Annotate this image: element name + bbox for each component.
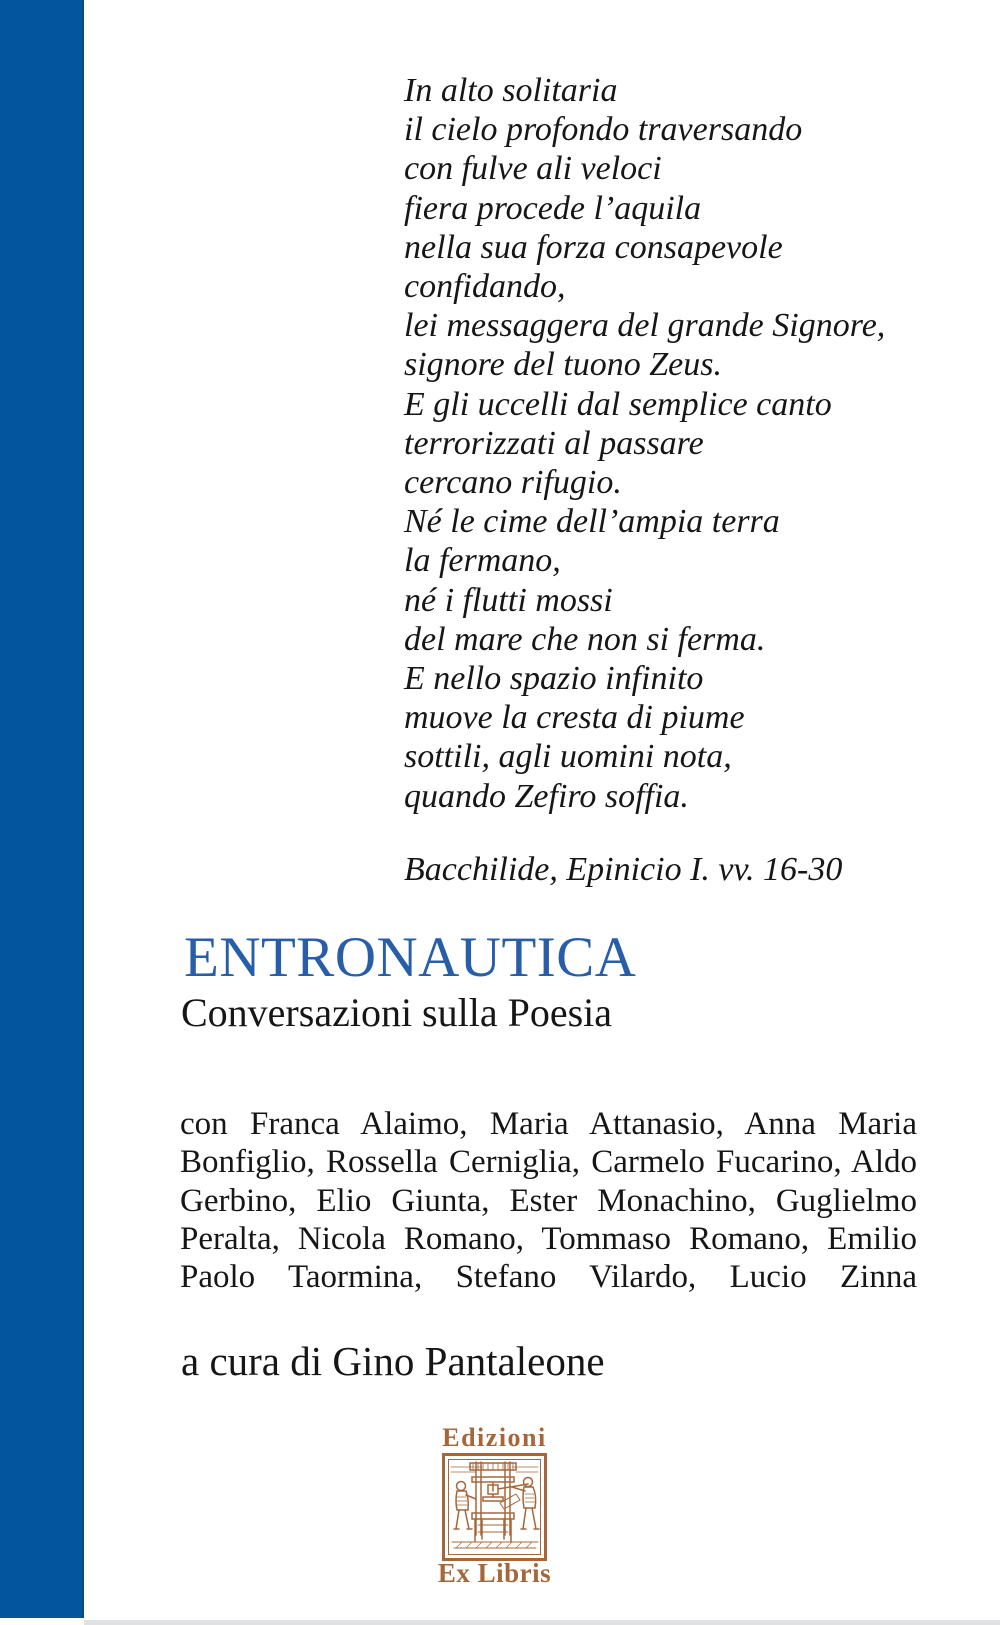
poem-line: signore del tuono Zeus. [404,346,722,384]
poem-line: sottili, agli uomini nota, [404,738,732,776]
poem-line: con fulve ali veloci [404,150,662,188]
poem-line: E gli uccelli dal semplice canto [404,385,832,423]
editor-line: a cura di Gino Pantaleone [181,1338,605,1384]
poem-line: del mare che non si ferma. [404,620,766,658]
printing-press-woodcut-icon [442,1453,547,1561]
publisher-name-top: Edizioni [442,1423,547,1452]
contributors-line: Bonfiglio, Rossella Cerniglia, Carmelo Fucarino, Aldo [180,1144,917,1181]
poem-line: In alto solitaria [404,72,618,109]
contributors-line: Peralta, Nicola Romano, Tommaso Romano, Emilio [180,1220,917,1257]
epigraph-poem [404,71,885,816]
contributors-line: con Franca Alaimo, Maria Attanasio, Anna Maria [180,1106,917,1142]
publisher-logo [437,1423,552,1588]
book-title: ENTRONAUTICA [184,926,637,989]
poem-line: terrorizzati al passare [404,424,704,462]
left-accent-bar [0,0,84,1618]
poem-line: muove la cresta di piume [404,699,745,737]
book-subtitle: Conversazioni sulla Poesia [181,990,613,1035]
poem-line: il cielo profondo traversando [404,111,803,149]
poem-line: quando Zefiro soffia. [404,777,689,815]
poem-line: E nello spazio infinito [404,660,704,698]
contributors-list [180,1105,917,1296]
page-bottom-edge [84,1620,1000,1625]
poem-line: cercano rifugio. [404,464,622,502]
poem-line: lei messaggera del grande Signore, [404,307,886,345]
contributors-line: Gerbino, Elio Giunta, Ester Monachino, Guglielmo [180,1182,917,1219]
poem-line: Né le cime dell’ampia terra [404,503,780,541]
poem-attribution: Bacchilide, Epinicio I. vv. 16-30 [404,851,843,888]
poem-line: confidando, [404,268,566,306]
contributors-line: Paolo Taormina, Stefano Vilardo, Lucio Zinna [180,1259,917,1296]
poem-line: la fermano, [404,542,561,580]
publisher-name-bottom: Ex Libris [437,1558,552,1588]
poem-line: nella sua forza consapevole [404,228,783,266]
poem-line: né i flutti mossi [404,581,613,619]
poem-line: fiera procede l’aquila [404,189,702,227]
